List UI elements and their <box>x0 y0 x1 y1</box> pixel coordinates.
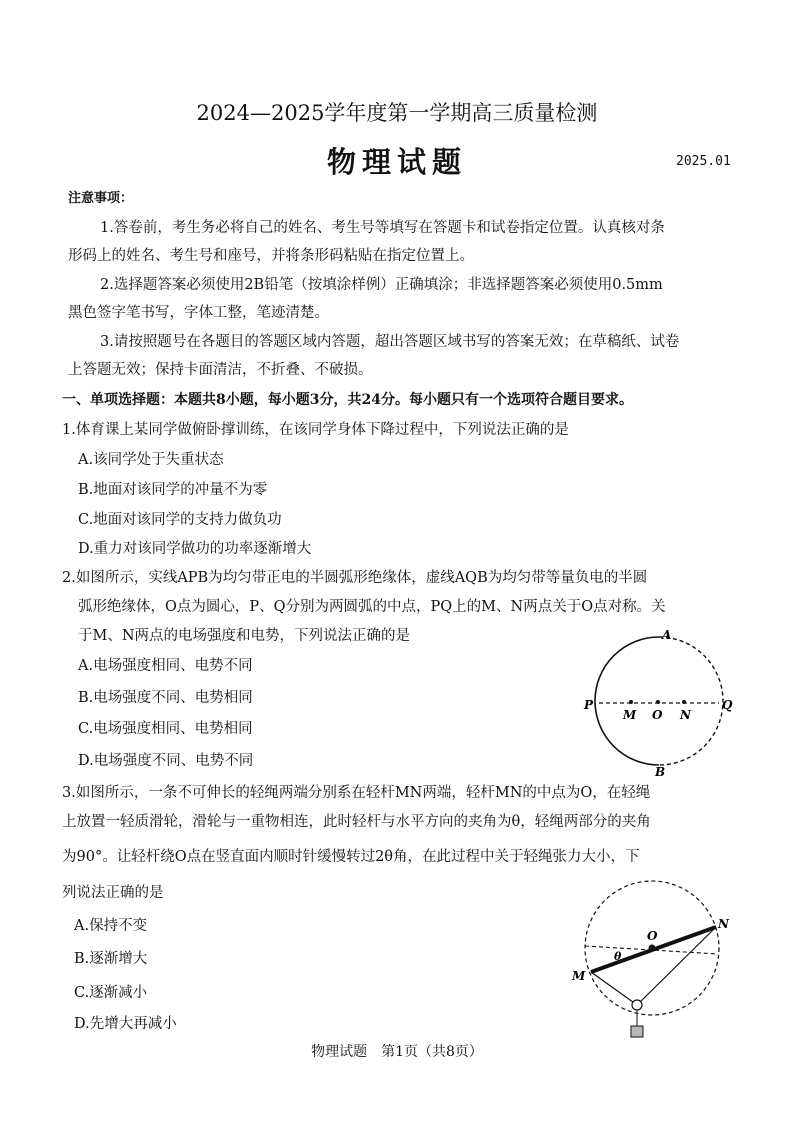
exam-title: 2024—2025学年度第一学期高三质量检测 <box>196 101 598 125</box>
notice-heading: 注意事项： <box>68 191 134 206</box>
positive-arc <box>595 637 659 765</box>
label-b: B <box>655 765 666 779</box>
option-b: B.逐渐增大 <box>74 951 148 967</box>
notice-line: 上答题无效；保持卡面清洁，不折叠、不破损。 <box>68 362 373 378</box>
label-m: M <box>623 708 637 722</box>
question-stem: 弧形绝缘体，O点为圆心，P、Q分别为两圆弧的中点，PQ上的M、N两点关于O点对称。关 <box>78 599 666 615</box>
label-m: M <box>572 969 586 983</box>
rod-pulley-figure <box>566 880 746 1042</box>
option-c: C.地面对该同学的支持力做负功 <box>78 512 282 528</box>
question-stem: 于M、N两点的电场强度和电势，下列说法正确的是 <box>78 628 411 644</box>
option-d: D.电场强度不同、电势不同 <box>78 753 254 769</box>
pulley <box>632 1000 642 1010</box>
option-d: D.先增大再减小 <box>74 1016 177 1032</box>
notice-line: 1.答卷前，考生务必将自己的姓名、考生号等填写在答题卡和试卷指定位置。认真核对条 <box>100 220 665 236</box>
point-n <box>682 700 686 704</box>
subject-title: 物理试题 <box>326 145 467 179</box>
label-q: Q <box>722 698 733 712</box>
page-footer: 物理试题 第1页（共8页） <box>311 1044 483 1060</box>
question-stem: 列说法正确的是 <box>62 885 164 901</box>
notice-line: 黑色签字笔书写，字体工整，笔迹清楚。 <box>68 305 329 321</box>
rope-left <box>591 972 637 1005</box>
label-o: O <box>652 708 663 722</box>
option-d: D.重力对该同学做功的功率逐渐增大 <box>78 541 312 557</box>
label-o: O <box>647 929 658 943</box>
label-theta: θ <box>614 950 622 963</box>
point-m <box>629 700 633 704</box>
label-a: A <box>662 628 672 642</box>
question-stem: 为90°。让轻杆绕O点在竖直面内顺时针缓慢转过2θ角，在此过程中关于轻绳张力大小，下 <box>62 849 640 865</box>
section-heading: 一、单项选择题：本题共8小题，每小题3分，共24分。每小题只有一个选项符合题目要求。 <box>62 392 633 408</box>
negative-arc <box>659 637 723 765</box>
charged-arcs-figure <box>576 622 746 782</box>
question-stem: 2.如图所示，实线APB为均匀带正电的半圆弧形绝缘体，虚线AQB为均匀带等量负电的半圆 <box>62 570 648 586</box>
question-stem: 上放置一轻质滑轮，滑轮与一重物相连，此时轻杆与水平方向的夹角为θ，轻绳两部分的夹角 <box>62 814 651 830</box>
label-p: P <box>584 698 594 712</box>
label-n: N <box>718 917 729 931</box>
option-a: A.保持不变 <box>74 918 148 934</box>
question-stem: 1.体育课上某同学做俯卧撑训练，在该同学身体下降过程中，下列说法正确的是 <box>62 422 569 438</box>
exam-date: 2025.01 <box>676 154 731 169</box>
point-o <box>656 700 660 704</box>
notice-line: 2.选择题答案必须使用2B铅笔（按填涂样例）正确填涂；非选择题答案必须使用0.5mm <box>100 277 663 293</box>
option-b: B.电场强度不同、电势相同 <box>78 690 253 706</box>
notice-line: 3.请按照题号在各题目的答题区域内答题，超出答题区域书写的答案无效；在草稿纸、试卷 <box>100 334 680 350</box>
question-stem: 3.如图所示，一条不可伸长的轻绳两端分别系在轻杆MN两端，轻杆MN的中点为O，在轻绳 <box>62 785 651 801</box>
option-a: A.该同学处于失重状态 <box>78 452 224 468</box>
option-a: A.电场强度相同、电势不同 <box>78 658 253 674</box>
option-c: C.逐渐减小 <box>74 985 148 1001</box>
notice-line: 形码上的姓名、考生号和座号，并将条形码粘贴在指定位置上。 <box>68 248 474 264</box>
option-b: B.地面对该同学的冲量不为零 <box>78 482 268 498</box>
weight <box>631 1026 643 1037</box>
pivot-o <box>649 945 656 952</box>
option-c: C.电场强度相同、电势相同 <box>78 721 253 737</box>
label-n: N <box>680 708 691 722</box>
